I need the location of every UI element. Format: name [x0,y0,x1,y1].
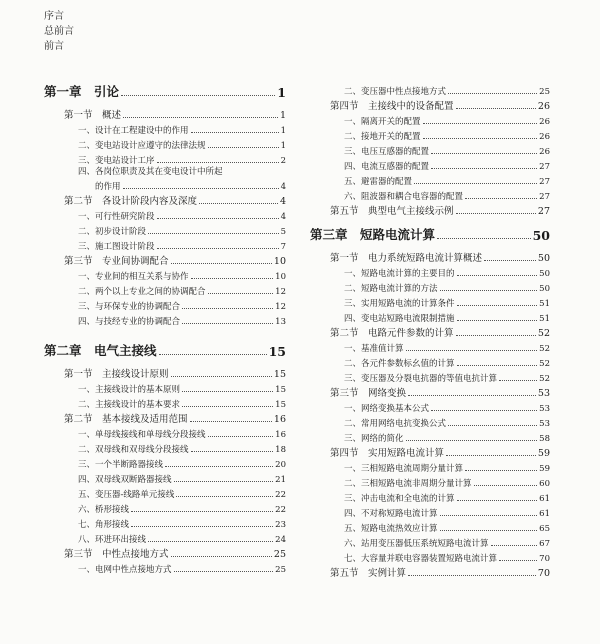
toc-item[interactable]: 二、双母线和双母线分段接线 18 [78,445,286,455]
toc-item[interactable]: 一、隔离开关的配置 26 [344,117,550,127]
toc-item-continuation[interactable]: 的作用 4 [95,182,286,192]
toc-item[interactable]: 一、专业间的相互关系与协作 10 [78,272,286,282]
toc-item[interactable]: 一、可行性研究阶段 4 [78,212,286,222]
toc-item[interactable]: 七、大容量并联电容器装置短路电流计算 70 [344,554,550,564]
toc-section[interactable]: 第二节 基本接线及适用范围 16 [64,414,286,425]
toc-section[interactable]: 第四节 主接线中的设备配置 26 [330,101,550,112]
toc-item[interactable]: 六、桥形接线 22 [78,505,286,515]
front-matter-item[interactable]: 序言 [44,11,64,22]
front-matter-item[interactable]: 总前言 [44,26,74,37]
toc-item[interactable]: 八、环进环出接线 24 [78,535,286,545]
front-matter-item[interactable]: 前言 [44,41,64,52]
toc-item[interactable]: 三、冲击电流和全电流的计算 61 [344,494,550,504]
toc-item[interactable]: 二、主接线设计的基本要求 15 [78,400,286,410]
toc-item[interactable]: 五、避雷器的配置 27 [344,177,550,187]
toc-item[interactable]: 五、变压器-线路单元接线 22 [78,490,286,500]
toc-item[interactable]: 一、基准值计算 52 [344,344,550,354]
toc-item[interactable]: 二、短路电流计算的方法 50 [344,284,550,294]
toc-chapter[interactable]: 第三章 短路电流计算 50 [310,227,550,243]
toc-item[interactable]: 二、变电站设计应遵守的法律法规 1 [78,141,286,151]
toc-item[interactable]: 三、电压互感器的配置 26 [344,147,550,157]
toc-left-column [44,82,286,575]
toc-item[interactable]: 四、不对称短路电流计算 61 [344,509,550,519]
toc-item[interactable]: 三、施工图设计阶段 7 [78,242,286,252]
toc-item[interactable]: 二、接地开关的配置 26 [344,132,550,142]
toc-section[interactable]: 第三节 专业间协调配合 10 [64,256,286,267]
toc-item[interactable]: 七、角形接线 23 [78,520,286,530]
toc-item[interactable]: 二、变压器中性点接地方式 25 [344,87,550,97]
toc-item[interactable]: 六、站用变压器低压系统短路电流计算 67 [344,539,550,549]
toc-section[interactable]: 第五节 实例计算 70 [330,568,550,579]
toc-item[interactable]: 三、变压器及分裂电抗器的等值电抗计算 52 [344,374,550,384]
toc-chapter[interactable]: 第一章 引论 1 [44,84,286,100]
toc-section[interactable]: 第三节 中性点接地方式 25 [64,549,286,560]
toc-item[interactable]: 二、各元件参数标幺值的计算 52 [344,359,550,369]
toc-item[interactable]: 三、一个半断路器接线 20 [78,460,286,470]
toc-section[interactable]: 第一节 概述 1 [64,110,286,121]
toc-item[interactable]: 四、变电站短路电流限制措施 51 [344,314,550,324]
toc-item[interactable]: 二、三相短路电流非周期分量计算 60 [344,479,550,489]
toc-section[interactable]: 第四节 实用短路电流计算 59 [330,448,550,459]
toc-item[interactable]: 三、网络的简化 58 [344,434,550,444]
toc-section[interactable]: 第二节 电路元件参数的计算 52 [330,328,550,339]
toc-item[interactable]: 四、与技经专业的协调配合 13 [78,317,286,327]
toc-section[interactable]: 第二节 各设计阶段内容及深度 4 [64,196,286,207]
toc-item[interactable]: 一、电网中性点接地方式 25 [78,565,286,575]
toc-item[interactable]: 三、变电站设计工序 2 [78,156,286,166]
toc-item[interactable]: 一、设计在工程建设中的作用 1 [78,126,286,136]
toc-item[interactable]: 二、两个以上专业之间的协调配合 12 [78,287,286,297]
toc-item[interactable]: 四、电流互感器的配置 27 [344,162,550,172]
toc-section[interactable]: 第一节 电力系统短路电流计算概述 50 [330,253,550,264]
toc-item[interactable]: 五、短路电流热效应计算 65 [344,524,550,534]
toc-right-column [310,82,550,579]
toc-item[interactable]: 三、与环保专业的协调配合 12 [78,302,286,312]
toc-item[interactable]: 一、短路电流计算的主要目的 50 [344,269,550,279]
toc-item[interactable]: 四、双母线双断路器接线 21 [78,475,286,485]
toc-section[interactable]: 第五节 典型电气主接线示例 27 [330,206,550,217]
toc-chapter[interactable]: 第二章 电气主接线 15 [44,343,286,359]
toc-item[interactable]: 二、初步设计阶段 5 [78,227,286,237]
toc-section[interactable]: 第三节 网络变换 53 [330,388,550,399]
toc-section[interactable]: 第一节 主接线设计原则 15 [64,369,286,380]
toc-item[interactable]: 一、三相短路电流周期分量计算 59 [344,464,550,474]
toc-item[interactable]: 四、各岗位职责及其在变电设计中所起 [78,167,223,177]
toc-item[interactable]: 六、阻波器和耦合电容器的配置 27 [344,192,550,202]
toc-item[interactable]: 一、主接线设计的基本原则 15 [78,385,286,395]
front-matter [44,10,74,55]
toc-item[interactable]: 二、常用网络电抗变换公式 53 [344,419,550,429]
toc-item[interactable]: 三、实用短路电流的计算条件 51 [344,299,550,309]
toc-item[interactable]: 一、单母线接线和单母线分段接线 16 [78,430,286,440]
toc-item[interactable]: 一、网络变换基本公式 53 [344,404,550,414]
